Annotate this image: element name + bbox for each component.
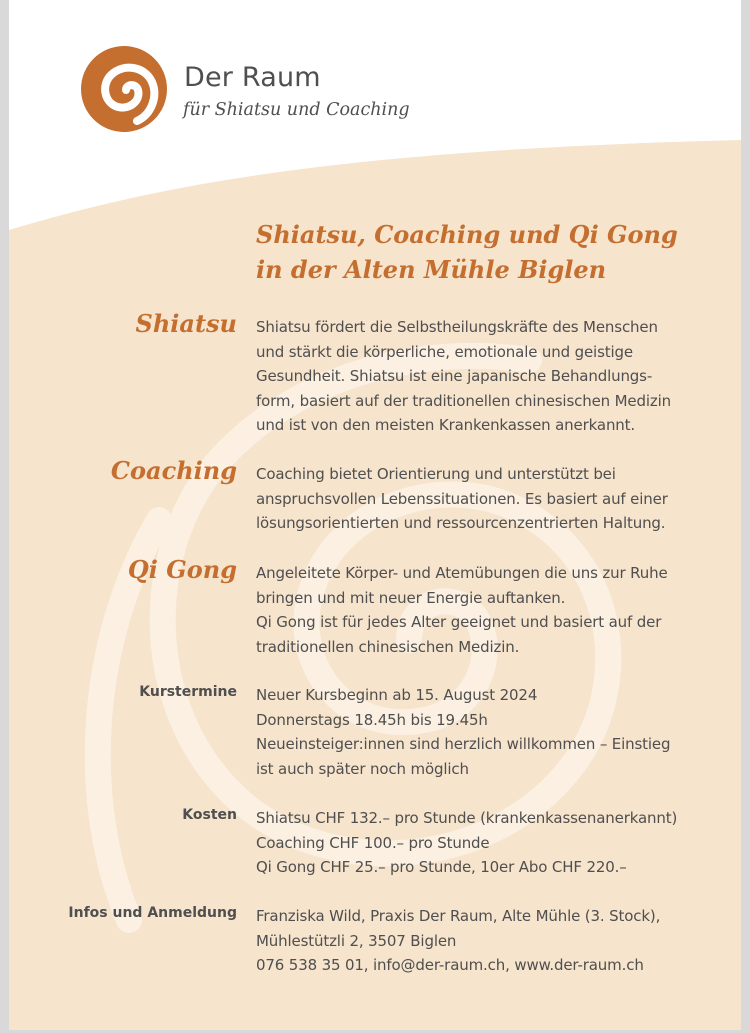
info-text — [256, 806, 736, 880]
text-line: und stärkt die körperliche, emotionale und geistige — [256, 342, 633, 361]
text-line: bringen und mit neuer Energie auftanken. — [256, 588, 566, 607]
text-line: Donnerstags 18.45h bis 19.45h — [256, 710, 488, 729]
text-line: Neueinsteiger:innen sind herzlich willkommen – Einstieg — [256, 735, 671, 753]
section-title-qigong: Qi Gong — [127, 555, 237, 584]
flyer-page — [9, 0, 741, 1030]
info-label: Kosten — [182, 807, 237, 823]
info-label: Kurstermine — [139, 684, 237, 700]
text-line: Angeleitete Körper- und Atemübungen die uns zur Ruhe — [256, 564, 668, 582]
text-line: Qi Gong ist für jedes Alter geeignet und basiert auf der — [256, 613, 662, 631]
section-text — [256, 561, 736, 659]
text-line: Coaching CHF 100.– pro Stunde — [256, 833, 490, 852]
page-title — [256, 217, 726, 287]
section-title-coaching: Coaching — [110, 456, 237, 485]
text-line: anspruchsvollen Lebenssituationen. Es basiert auf einer — [256, 489, 668, 508]
text-line: Coaching bietet Orientierung und unterstützt bei — [256, 465, 616, 483]
text-line: lösungsorientierten und ressourcenzentrierten Haltung. — [256, 514, 666, 532]
text-line: und ist von den meisten Krankenkassen anerkannt. — [256, 416, 636, 434]
info-label: Infos und Anmeldung — [68, 905, 237, 921]
brand-tagline: für Shiatsu und Coaching — [183, 100, 410, 120]
title-line: in der Alten Mühle Biglen — [256, 255, 607, 284]
text-line: Shiatsu CHF 132.– pro Stunde (krankenkassenanerkannt) — [256, 809, 678, 827]
title-line: Shiatsu, Coaching und Qi Gong — [256, 220, 678, 249]
section-text — [256, 315, 736, 438]
text-line: Neuer Kursbeginn ab 15. August 2024 — [256, 686, 538, 704]
text-line: Gesundheit. Shiatsu ist eine japanische Behandlungs- — [256, 367, 653, 385]
brand-name: Der Raum — [184, 62, 321, 93]
text-line: traditionellen chinesischen Medizin. — [256, 637, 520, 656]
section-text — [256, 462, 736, 536]
text-line: Shiatsu fördert die Selbstheilungskräfte des Menschen — [256, 318, 658, 336]
info-text — [256, 683, 736, 781]
text-line: Franziska Wild, Praxis Der Raum, Alte Mühle (3. Stock), — [256, 907, 661, 925]
text-line: Qi Gong CHF 25.– pro Stunde, 10er Abo CHF 220.– — [256, 858, 627, 876]
text-line: form, basiert auf der traditionellen chinesischen Medizin — [256, 391, 671, 410]
section-title-shiatsu: Shiatsu — [135, 309, 237, 338]
text-line: 076 538 35 01, info@der-raum.ch, www.der-raum.ch — [256, 956, 644, 974]
spiral-logo-icon — [79, 44, 169, 134]
text-line: ist auch später noch möglich — [256, 759, 469, 778]
text-line: Mühlestützli 2, 3507 Biglen — [256, 931, 457, 950]
info-text — [256, 904, 736, 978]
